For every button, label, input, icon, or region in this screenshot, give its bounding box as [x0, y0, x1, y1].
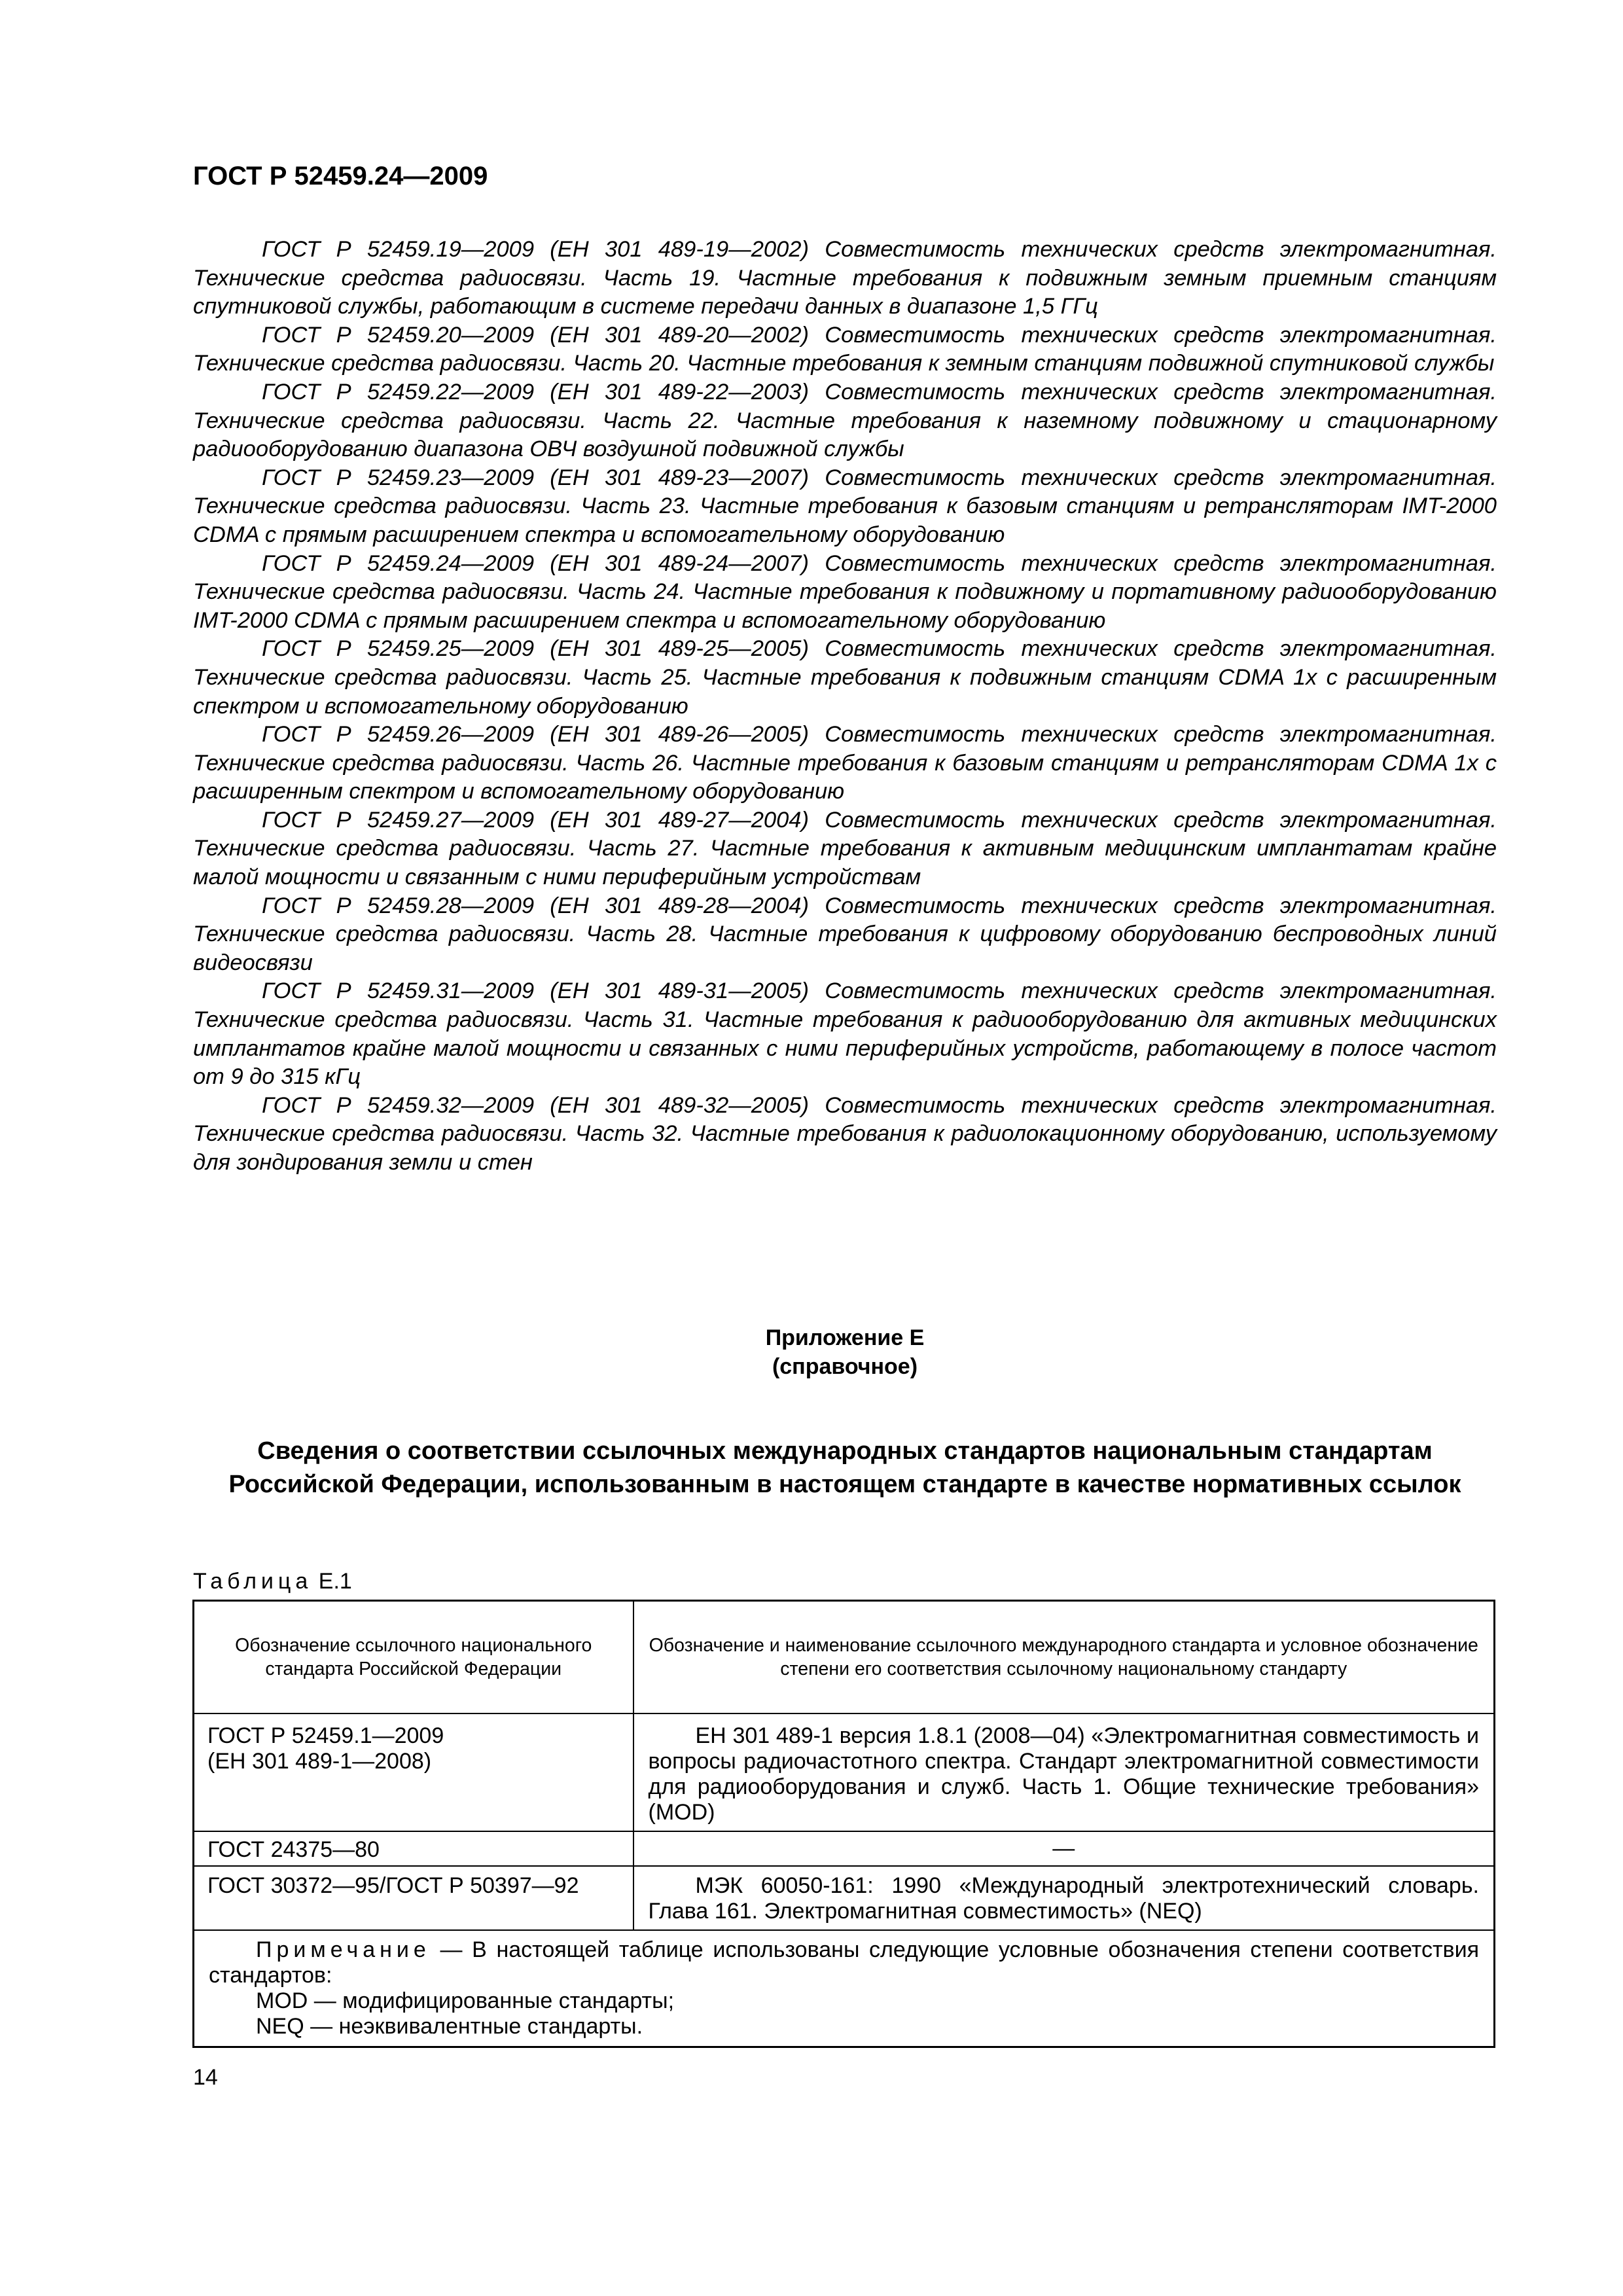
table-row — [194, 1831, 1495, 1866]
header-international: Обозначение и наименование ссылочного международного стандарта и условное обозначение степени его соответствия ссылочному национальному стандарту — [633, 1601, 1495, 1714]
standard-code-header: ГОСТ Р 52459.24—2009 — [193, 162, 488, 190]
reference-item: ГОСТ Р 52459.22—2009 (ЕН 301 489-22—2003) Совместимость технических средств электромагнитная. Технические средства радиосвязи. Часть 22. Частные требования к наземному подвижному и стационарному радиооборудованию диапазона ОВЧ воздушной подвижной службы — [193, 379, 1497, 462]
cell-national: ГОСТ 24375—80 — [194, 1831, 633, 1866]
note-text: — В настоящей таблице использованы следующие условные обозначения степени соответствия стандартов: — [209, 1937, 1479, 1988]
appendix-title: Сведения о соответствии ссылочных международных стандартов национальным стандартам Российской Федерации, использованным в настоящем стандарте в качестве нормативных ссылок — [228, 1437, 1461, 1498]
references-list — [193, 236, 1497, 1177]
table-caption — [193, 1568, 352, 1594]
reference-item: ГОСТ Р 52459.32—2009 (ЕН 301 489-32—2005) Совместимость технических средств электромагнитная. Технические средства радиосвязи. Часть 32. Частные требования к радиолокационному оборудованию, используемому для зондирования земли и стен — [193, 1092, 1497, 1175]
reference-item: ГОСТ Р 52459.20—2009 (ЕН 301 489-20—2002) Совместимость технических средств электромагнитная. Технические средства радиосвязи. Часть 20. Частные требования к земным станциям подвижной спутниковой службы — [193, 322, 1497, 376]
reference-item: ГОСТ Р 52459.28—2009 (ЕН 301 489-28—2004) Совместимость технических средств электромагнитная. Технические средства радиосвязи. Часть 28. Частные требования к цифровому оборудованию беспроводных линий видеосвязи — [193, 893, 1497, 975]
page-number: 14 — [193, 2065, 218, 2090]
table-caption-word: Таблица — [193, 1569, 313, 1594]
note-item: MOD — модифицированные стандарты; — [256, 1988, 675, 2013]
standards-table — [192, 1600, 1495, 2048]
reference-item: ГОСТ Р 52459.25—2009 (ЕН 301 489-25—2005) Совместимость технических средств электромагнитная. Технические средства радиосвязи. Часть 25. Частные требования к подвижным станциям CDMA 1x с расширенным спектром и вспомогательному оборудованию — [193, 636, 1497, 719]
table-note — [194, 1930, 1495, 2047]
header-national: Обозначение ссылочного национального стандарта Российской Федерации — [194, 1601, 633, 1714]
cell-international: — — [633, 1831, 1495, 1866]
reference-item: ГОСТ Р 52459.26—2009 (ЕН 301 489-26—2005) Совместимость технических средств электромагнитная. Технические средства радиосвязи. Часть 26. Частные требования к базовым станциям и ретрансляторам CDMA 1x с расширенным спектром и вспомогательному оборудованию — [193, 722, 1497, 804]
reference-item: ГОСТ Р 52459.19—2009 (ЕН 301 489-19—2002) Совместимость технических средств электромагнитная. Технические средства радиосвязи. Часть 19. Частные требования к подвижным земным приемным станциям спутниковой службы, работающим в системе передачи данных в диапазоне 1,5 ГГц — [193, 237, 1497, 319]
reference-item: ГОСТ Р 52459.27—2009 (ЕН 301 489-27—2004) Совместимость технических средств электромагнитная. Технические средства радиосвязи. Часть 27. Частные требования к активным медицинским имплантатам крайне малой мощности и связанным с ними периферийным устройствам — [193, 807, 1497, 890]
cell-national — [194, 1713, 633, 1831]
table-note-row — [194, 1930, 1495, 2047]
appendix-type: (справочное) — [772, 1354, 918, 1379]
table-row — [194, 1713, 1495, 1831]
appendix-label: Приложение Е — [765, 1325, 925, 1350]
national-code-equivalent: (ЕН 301 489-1—2008) — [207, 1749, 432, 1774]
note-item: NEQ — неэквивалентные стандарты. — [256, 2014, 643, 2039]
national-code: ГОСТ Р 52459.1—2009 — [207, 1723, 444, 1748]
note-label: Примечание — [256, 1937, 431, 1962]
cell-national: ГОСТ 30372—95/ГОСТ Р 50397—92 — [194, 1866, 633, 1930]
table-row — [194, 1866, 1495, 1930]
table-header-row — [194, 1601, 1495, 1714]
reference-item: ГОСТ Р 52459.24—2009 (ЕН 301 489-24—2007) Совместимость технических средств электромагнитная. Технические средства радиосвязи. Часть 24. Частные требования к подвижному и портативному радиооборудованию IMT-2000 CDMA с прямым расширением спектра и вспомогательному оборудованию — [193, 550, 1497, 633]
cell-international: МЭК 60050-161: 1990 «Международный электротехнический словарь. Глава 161. Электромагнитная совместимость» (NEQ) — [633, 1866, 1495, 1930]
cell-international: ЕН 301 489-1 версия 1.8.1 (2008—04) «Электромагнитная совместимость и вопросы радиочастотного спектра. Стандарт электромагнитной совместимости для радиооборудования и служб. Часть 1. Общие технические требования» (MOD) — [633, 1713, 1495, 1831]
appendix-heading — [193, 1323, 1497, 1381]
reference-item: ГОСТ Р 52459.23—2009 (ЕН 301 489-23—2007) Совместимость технических средств электромагнитная. Технические средства радиосвязи. Часть 23. Частные требования к базовым станциям и ретрансляторам IMT-2000 CDMA с прямым расширением спектра и вспомогательному оборудованию — [193, 465, 1497, 547]
table-caption-number: Е.1 — [318, 1569, 352, 1594]
reference-item: ГОСТ Р 52459.31—2009 (ЕН 301 489-31—2005) Совместимость технических средств электромагнитная. Технические средства радиосвязи. Часть 31. Частные требования к радиооборудованию для активных медицинских имплантатов крайне малой мощности и связанных с ними периферийных устройств, работающему в полосе частот от 9 до 315 кГц — [193, 978, 1497, 1090]
